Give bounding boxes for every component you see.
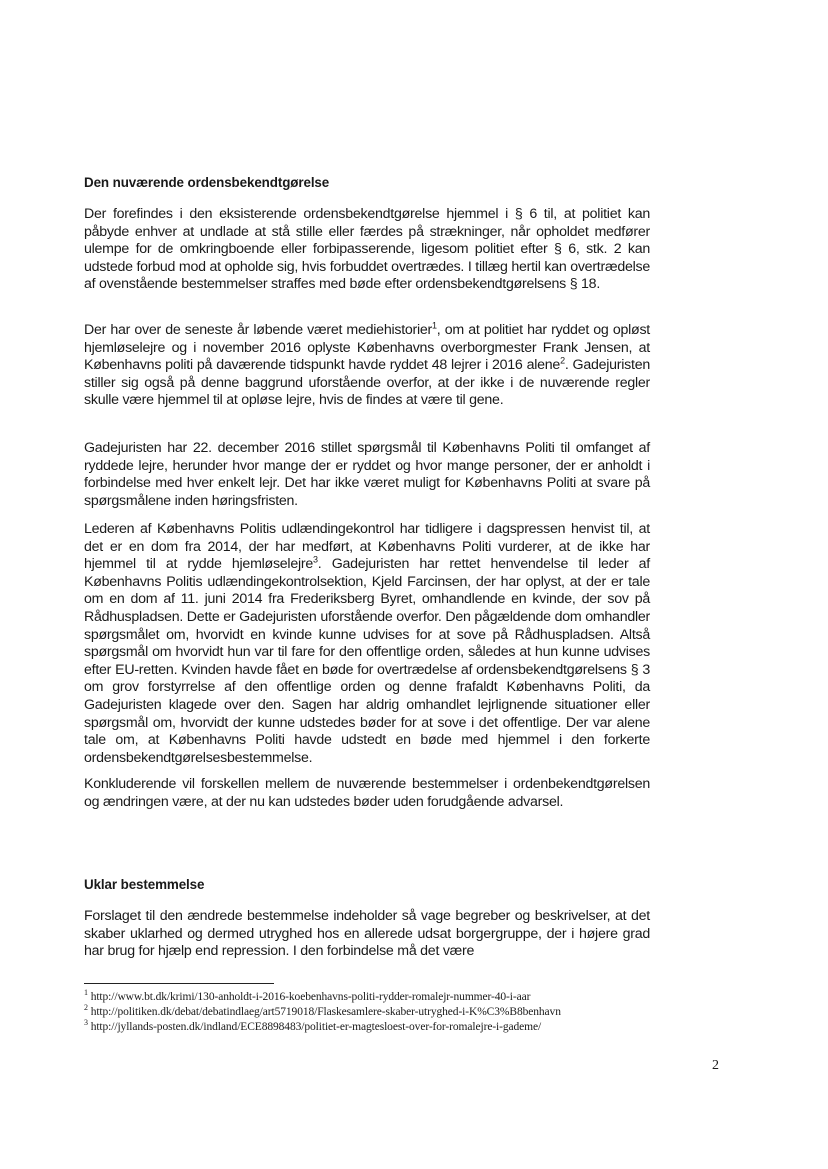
footnote-separator (84, 983, 274, 984)
paragraph-2 (84, 322, 650, 410)
paragraph-4-text-b: . Gadejuristen har rettet henvendelse til leder af Københavns Politis udlændingekontrolsektion, Kjeld Farcinsen, der har oplyst, at der er tale om en dom af 11. juni 2014 fra Frederiksberg Byret, omhandlende en kvinde, der sov på Rådhuspladsen. Dette er Gadejuristen uforstående overfor. Den pågældende dom omhandler spørgsmålet om, hvorvidt en kvinde kunne udvises for at sove på Rådhuspladsen. Altså spørgsmål om hvorvidt hun var til fare for den offentlige orden, således at hun kunne udvises efter EU-retten. Kvinden havde fået en bøde for overtrædelse af ordensbekendtgørelsens § 3 om grov forstyrrelse af den offentlige orden og denne frafaldt Københavns Politi, da Gadejuristen klagede over den. Sagen har aldrig omhandlet lejrlignende situationer eller spørgsmål om, hvorvidt der kunne udstedes bøder for at sove i det offentlige. Der var alene tale om, at Københavns Politi havde udstedt en bøde med hjemmel i den forkerte ordensbekendtgørelsesbestemmelse. (84, 556, 650, 766)
footnote-2 (84, 1003, 561, 1018)
paragraph-4 (84, 521, 650, 767)
paragraph-5: Konkluderende vil forskellen mellem de nuværende bestemmelser i ordenbekendtgørelsen og ændringen være, at der nu kan udstedes bøder uden forudgående advarsel. (84, 776, 650, 810)
paragraph-1: Der forefindes i den eksisterende ordensbekendtgørelse hjemmel i § 6 til, at politiet kan påbyde enhver at undlade at stå stille eller færdes på strækninger, når opholdet medfører ulempe for de omkringboende eller forbipasserende, ligesom politiet efter § 6, stk. 2 kan udstede forbud mod at opholde sig, hvis forbuddet overtrædes. I tillæg hertil kan overtrædelse af ovenstående bestemmelser straffes med bøde efter ordensbekendtgørelsens § 18. (84, 206, 650, 293)
footnote-ref-2: 2 (560, 355, 565, 366)
footnote-2-number: 2 (84, 1003, 88, 1013)
paragraph-2-text-b: , om at politiet har ryddet og opløst hjemløselejre og i november 2016 oplyste Københavns overborgmester Frank Jensen, at Københavns politi på daværende tidspunkt havde ryddet 48 lejrer i 2016 alene (84, 322, 650, 374)
footnote-1 (84, 988, 531, 1003)
page-number: 2 (712, 1058, 719, 1073)
paragraph-2-text-c: . Gadejuristen stiller sig også på denne baggrund uforstående overfor, at der ikke i de nuværende regler skulle være hjemmel til at opløse lejre, hvis de findes at være til gene. (84, 357, 650, 409)
footnote-3-number: 3 (84, 1018, 88, 1028)
footnote-ref-1: 1 (432, 320, 437, 331)
paragraph-3: Gadejuristen har 22. december 2016 stillet spørgsmål til Københavns Politi til omfanget af ryddede lejre, herunder hvor mange der er ryddet og hvor mange personer, der er anholdt i forbindelse med hver enkelt lejr. Det har ikke været muligt for Københavns Politi at svare på spørgsmålene inden høringsfristen. (84, 440, 650, 509)
footnote-2-link[interactable]: http://politiken.dk/debat/debatindlaeg/art5719018/Flaskesamlere-skaber-utryghed-i-K%C3%B8benhavn (90, 1006, 561, 1018)
paragraph-4-text-a: Lederen af Københavns Politis udlændingekontrol har tidligere i dagspressen henvist til, at det er en dom fra 2014, der har medført, at Københavns Politi vurderer, at de ikke har hjemmel til at rydde hjemløselejre (84, 521, 650, 573)
paragraph-6: Forslaget til den ændrede bestemmelse indeholder så vage begreber og beskrivelser, at det skaber uklarhed og dermed utryghed hos en allerede udsat borgergruppe, der i højere grad har brug for hjælp end repression. I den forbindelse må det være (84, 908, 650, 960)
footnote-3-link[interactable]: http://jyllands-posten.dk/indland/ECE8898483/politiet-er-magtesloest-over-for-romalejre-i-gademe/ (90, 1021, 542, 1033)
footnote-ref-3: 3 (313, 554, 318, 565)
section-heading-unclear-provision: Uklar bestemmelse (84, 877, 205, 892)
footnote-3 (84, 1018, 542, 1033)
footnote-1-number: 1 (84, 988, 88, 998)
section-heading-current-order: Den nuværende ordensbekendtgørelse (84, 175, 330, 190)
footnote-1-link[interactable]: http://www.bt.dk/krimi/130-anholdt-i-2016-koebenhavns-politi-rydder-romalejr-nummer-40-i-aar (90, 991, 531, 1003)
paragraph-2-text-a: Der har over de seneste år løbende været mediehistorier (84, 322, 433, 338)
